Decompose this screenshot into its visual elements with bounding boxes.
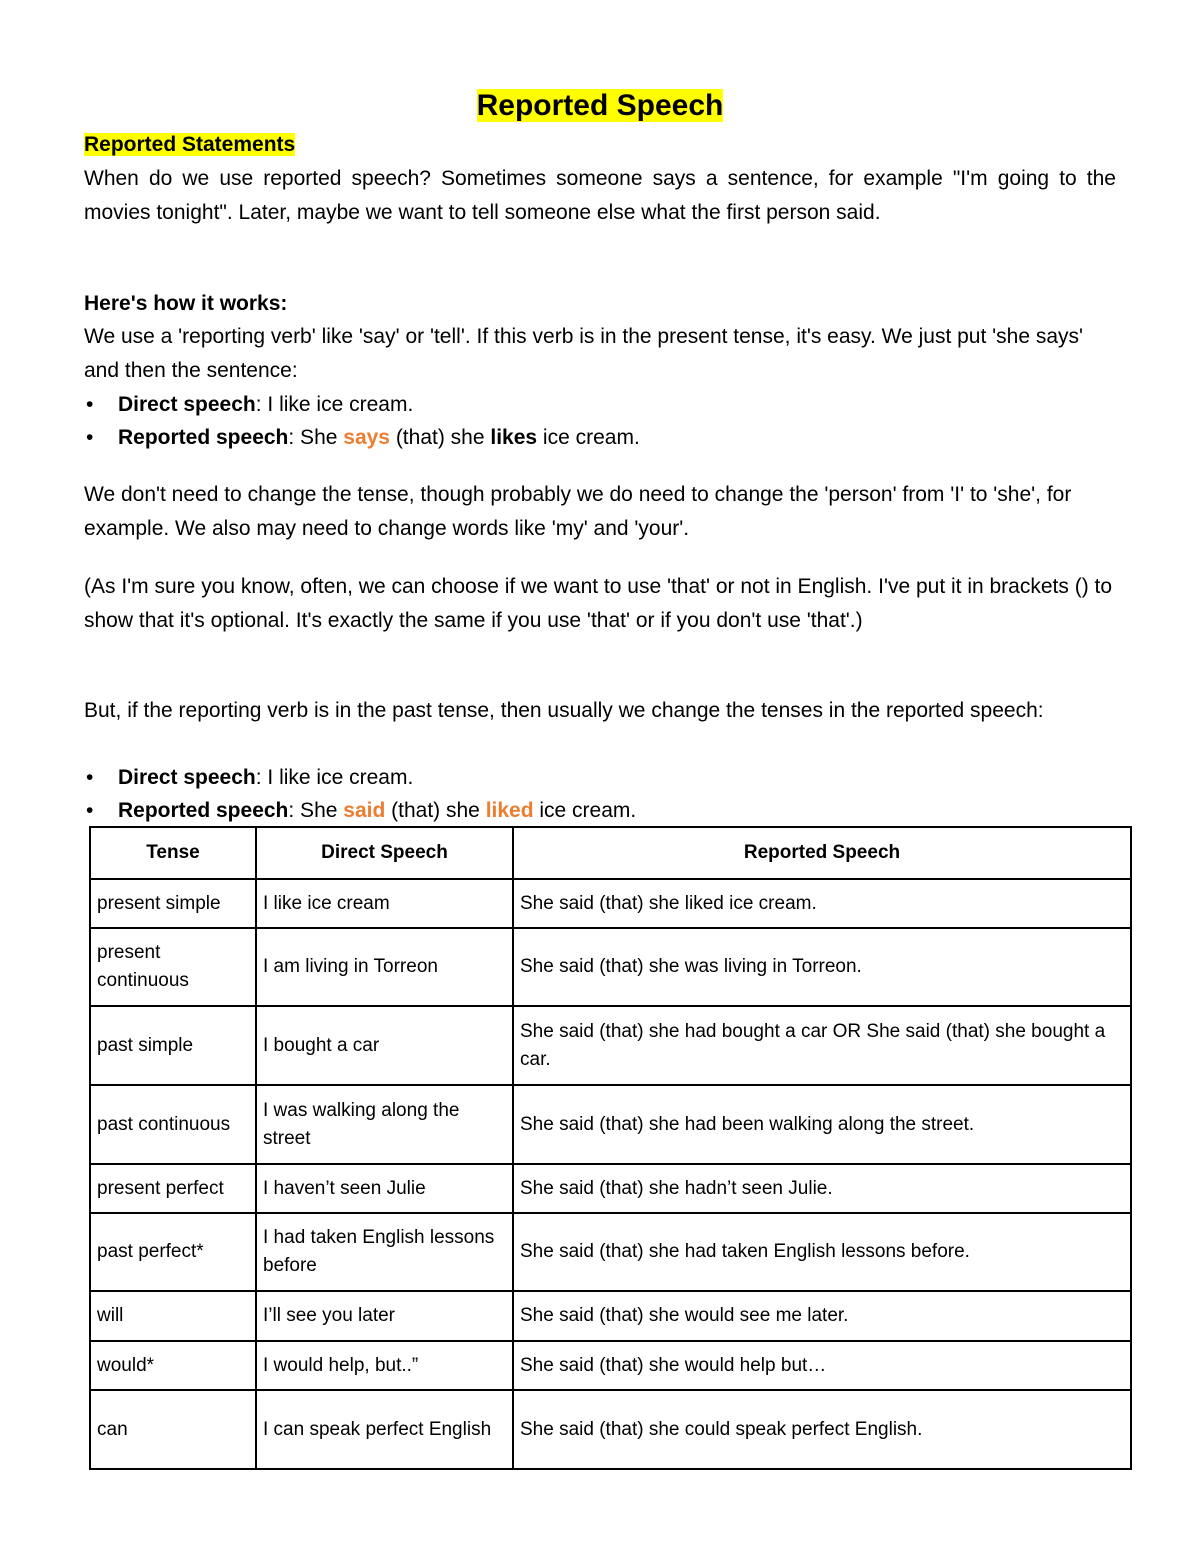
that-paragraph: (As I'm sure you know, often, we can choose if we want to use 'that' or not in English. I've put it in brackets () to show that it's optional. It's exactly the same if you use 'that' or if you don't use 'that'.) [84,575,1113,632]
tense-cell: present perfect [90,1164,256,1213]
table-row [90,1341,1131,1390]
list-item: • Reported speech: She says (that) she likes ice cream. [84,421,640,454]
header-reported-speech: Reported Speech [513,827,1131,879]
table-row [90,928,1131,1006]
reported-cell: She said (that) she would see me later. [513,1291,1131,1341]
direct-cell: I haven’t seen Julie [256,1164,513,1213]
header-direct-speech: Direct Speech [256,827,513,879]
direct-cell: I like ice cream [256,879,513,928]
direct-cell: I’ll see you later [256,1291,513,1341]
table-row [90,879,1131,928]
table-row [90,1213,1131,1291]
table-row [90,1291,1131,1341]
reported-cell: She said (that) she had taken English lessons before. [513,1213,1131,1291]
past-examples-list [84,761,636,827]
list-item: • Reported speech: She said (that) she liked ice cream. [84,794,636,827]
intro-paragraph: When do we use reported speech? Sometimes someone says a sentence, for example "I'm going to the movies tonight". Later, maybe we want to tell someone else what the first person said. [84,167,1116,224]
bullet-glyph: • [86,393,94,416]
reported-cell: She said (that) she had bought a car OR She said (that) she bought a car. [513,1006,1131,1085]
table-row [90,1085,1131,1164]
direct-cell: I can speak perfect English [256,1390,513,1469]
direct-cell: I had taken English lessons before [256,1213,513,1291]
past-paragraph: But, if the reporting verb is in the past tense, then usually we change the tenses in the reported speech: [84,699,1044,722]
reported-cell: She said (that) she was living in Torreon. [513,928,1131,1006]
tense-cell: past perfect* [90,1213,256,1291]
direct-cell: I was walking along the street [256,1085,513,1164]
direct-cell: I bought a car [256,1006,513,1085]
tense-table [89,826,1132,1470]
table-row [90,1006,1131,1085]
bullet-glyph: • [86,766,94,789]
reported-cell: She said (that) she liked ice cream. [513,879,1131,928]
tense-cell: past continuous [90,1085,256,1164]
tense-cell: can [90,1390,256,1469]
list-item: • Direct speech: I like ice cream. [84,388,640,421]
reported-cell: She said (that) she had been walking along the street. [513,1085,1131,1164]
tense-cell: will [90,1291,256,1341]
tense-cell: would* [90,1341,256,1390]
tense-cell: present simple [90,879,256,928]
reported-cell: She said (that) she would help but… [513,1341,1131,1390]
direct-cell: I would help, but..” [256,1341,513,1390]
how-it-works-heading: Here's how it works: [84,292,288,315]
document-title: Reported Speech [476,89,724,122]
header-tense: Tense [90,827,256,879]
section-heading: Reported Statements [84,133,296,156]
table-header-row [90,827,1131,879]
reported-cell: She said (that) she hadn’t seen Julie. [513,1164,1131,1213]
tense-cell: past simple [90,1006,256,1085]
reported-cell: She said (that) she could speak perfect English. [513,1390,1131,1469]
bullet-glyph: • [86,426,94,449]
tense-cell: present continuous [90,928,256,1006]
table-row [90,1164,1131,1213]
how-it-works-paragraph: We use a 'reporting verb' like 'say' or 'tell'. If this verb is in the present tense, it's easy. We just put 'she says' and then the sentence: [84,325,1084,382]
person-paragraph: We don't need to change the tense, though probably we do need to change the 'person' from 'I' to 'she', for example. We also may need to change words like 'my' and 'your'. [84,483,1072,540]
table-row [90,1390,1131,1469]
present-examples-list [84,388,640,454]
direct-cell: I am living in Torreon [256,928,513,1006]
list-item: • Direct speech: I like ice cream. [84,761,636,794]
bullet-glyph: • [86,799,94,822]
